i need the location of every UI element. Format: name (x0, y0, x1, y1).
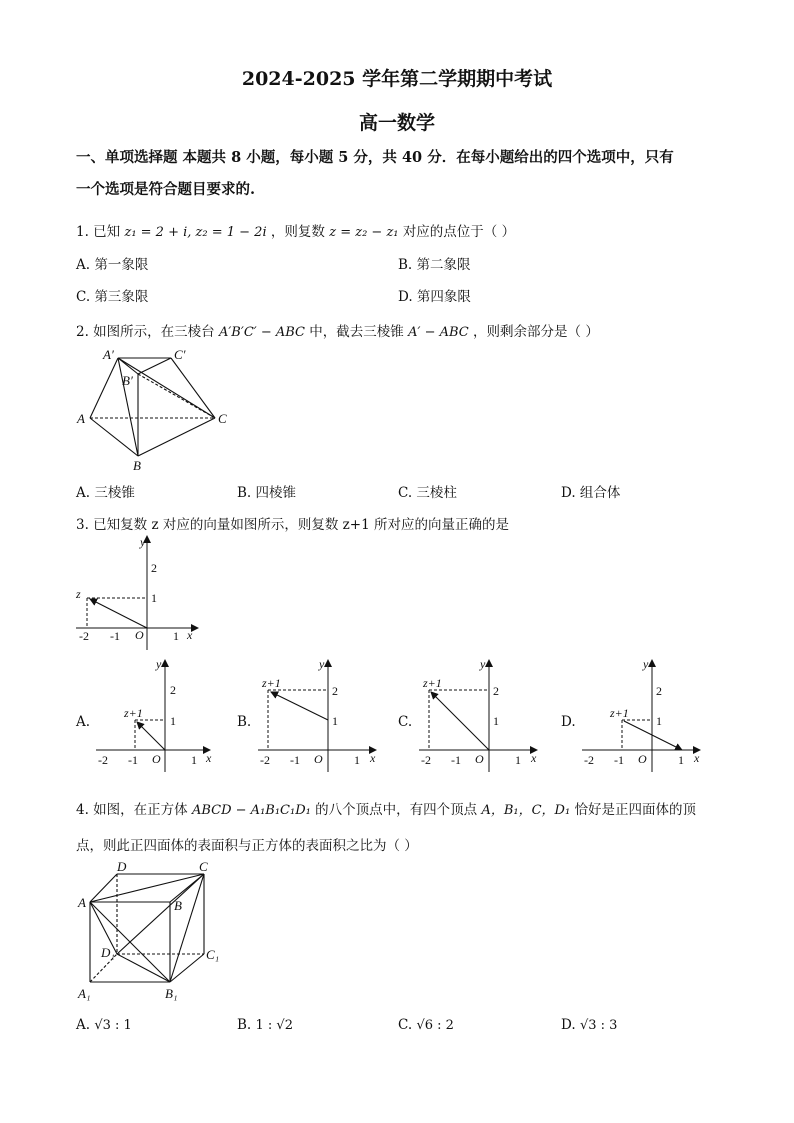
label-y: y (156, 657, 162, 671)
q2-option-d[interactable]: D. 组合体 (561, 485, 621, 501)
question-3-stem: 3. 已知复数 z 对应的向量如图所示，则复数 z+1 所对应的向量正确的是 (76, 517, 509, 533)
label-c: C (218, 411, 227, 426)
q4-option-d-letter: D. (561, 1017, 576, 1033)
q4-option-d[interactable] (561, 1017, 617, 1033)
q1-formula-z: z = z₂ − z₁ (329, 225, 399, 240)
vector-z-plus-1 (624, 721, 682, 750)
q2-formula-pyramid: A′ − ABC (408, 325, 469, 340)
tick-2: 2 (170, 683, 176, 697)
label-d1: D₁ (101, 945, 115, 960)
tick-neg2: -2 (98, 753, 108, 767)
vector-z (90, 599, 147, 628)
label-d: D (117, 859, 127, 874)
label-y: y (140, 535, 146, 549)
question-4-stem-line1 (76, 798, 696, 818)
label-x: x (531, 751, 537, 765)
label-z: z (76, 587, 81, 601)
question-2-stem (76, 320, 599, 340)
label-y: y (319, 657, 325, 671)
q4-text-a: 4. 如图，在正方体 (76, 802, 188, 818)
tick-1y: 1 (656, 714, 662, 728)
q4-option-b-value: 1 : √2 (255, 1018, 293, 1033)
q3-option-d-label[interactable]: D. (561, 714, 576, 730)
tick-neg2: -2 (421, 753, 431, 767)
label-origin: O (638, 752, 647, 766)
q4-option-d-value: √3 : 3 (579, 1018, 618, 1033)
tick-2: 2 (332, 684, 338, 698)
edge-b1c1 (170, 954, 204, 982)
q4-option-c-value: √6 : 2 (416, 1018, 454, 1033)
label-z-plus-1: z+1 (423, 676, 442, 690)
q1-option-d[interactable]: D. 第四象限 (398, 289, 471, 305)
tick-2: 2 (151, 561, 157, 575)
tick-1: 1 (515, 753, 521, 767)
q1-option-b[interactable]: B. 第二象限 (398, 257, 471, 273)
label-origin: O (475, 752, 484, 766)
label-c: C (199, 859, 208, 874)
tick-1y: 1 (170, 714, 176, 728)
section-heading-line2: 一个选项是符合题目要求的. (76, 181, 256, 198)
tick-neg1: -1 (451, 753, 461, 767)
label-x: x (187, 628, 193, 642)
edge-bc (138, 418, 215, 456)
q2-text-a: 2. 如图所示，在三棱台 (76, 324, 215, 340)
q4-option-a-letter: A. (76, 1017, 91, 1033)
label-x: x (206, 751, 212, 765)
label-origin: O (152, 752, 161, 766)
tick-1y: 1 (151, 591, 157, 605)
tick-1: 1 (678, 753, 684, 767)
label-x: x (694, 751, 700, 765)
label-b1: B′ (122, 373, 133, 388)
label-z-plus-1: z+1 (124, 706, 143, 720)
tick-1y: 1 (493, 714, 499, 728)
label-c1: C′ (174, 347, 186, 362)
q2-text-c: ，则剩余部分是（ ） (473, 324, 599, 340)
tick-neg2: -2 (584, 753, 594, 767)
q1-text-c: 对应的点位于（ ） (402, 224, 516, 240)
label-b: B (133, 458, 141, 473)
tick-2: 2 (656, 684, 662, 698)
q4-option-a[interactable] (76, 1017, 132, 1033)
vector-z-plus-1 (137, 722, 165, 750)
q4-text-b: 的八个顶点中，有四个顶点 (315, 802, 478, 818)
q2-option-a[interactable]: A. 三棱锥 (76, 485, 135, 501)
q2-formula-frustum: A′B′C′ − ABC (218, 325, 305, 340)
q1-text-a: 1. 已知 (76, 224, 121, 240)
edge-ab (90, 418, 138, 456)
edge-b1c1 (138, 358, 171, 374)
label-origin: O (314, 752, 323, 766)
tick-neg1: -1 (614, 753, 624, 767)
label-z-plus-1: z+1 (262, 676, 281, 690)
q4-option-c-letter: C. (398, 1017, 413, 1033)
q3-option-c-graph[interactable] (413, 656, 543, 774)
label-b: B (174, 898, 182, 913)
label-a1: A₁ (78, 986, 91, 1001)
tick-2: 2 (493, 684, 499, 698)
q1-formula-given: z₁ = 2 + i, z₂ = 1 − 2i (124, 225, 267, 240)
vector-z-plus-1 (271, 692, 328, 720)
label-a: A (78, 895, 86, 910)
q2-text-b: 中，截去三棱锥 (309, 324, 404, 340)
tick-neg1: -1 (128, 753, 138, 767)
q3-option-b-graph[interactable] (252, 656, 382, 774)
edge-a1a (90, 358, 118, 418)
edge-d1b1 (117, 954, 170, 982)
tick-1: 1 (354, 753, 360, 767)
q2-frustum-figure (70, 344, 240, 474)
tick-1y: 1 (332, 714, 338, 728)
q2-option-b[interactable]: B. 四棱锥 (237, 485, 297, 501)
exam-title: 2024-2025 学年第二学期期中考试 (241, 68, 553, 90)
tick-neg2: -2 (79, 629, 89, 643)
q3-option-a-label[interactable]: A. (76, 714, 91, 730)
q4-cube-figure (72, 856, 232, 1006)
tick-neg2: -2 (260, 753, 270, 767)
label-y: y (643, 657, 649, 671)
q3-option-b-label[interactable]: B. (237, 714, 252, 730)
edge-a1c (118, 358, 215, 418)
q4-text-c: 恰好是正四面体的顶 (574, 802, 696, 818)
q1-option-c[interactable]: C. 第三象限 (76, 289, 149, 305)
q3-option-d-graph[interactable] (576, 656, 706, 774)
section-heading-line1: 一、单项选择题 本题共 8 小题，每小题 5 分，共 40 分．在每小题给出的四个选项中，只有 (76, 149, 674, 166)
label-x: x (370, 751, 376, 765)
exam-subtitle: 高一数学 (358, 112, 435, 134)
tick-1: 1 (173, 629, 179, 643)
q4-option-c[interactable] (398, 1017, 454, 1033)
q4-option-a-value: √3 : 1 (94, 1018, 132, 1033)
question-4-stem-line2: 点，则此正四面体的表面积与正方体的表面积之比为（ ） (76, 838, 418, 854)
vector-z-plus-1 (431, 692, 489, 750)
edge-c1c (171, 358, 215, 418)
q3-option-a-graph[interactable] (90, 656, 220, 774)
q3-option-c-label[interactable]: C. (398, 714, 413, 730)
q3-main-graph (70, 532, 210, 652)
label-a: A (77, 411, 85, 426)
label-y: y (480, 657, 486, 671)
question-1-stem (76, 220, 515, 240)
q2-option-c[interactable]: C. 三棱柱 (398, 485, 457, 501)
q1-text-b: ，则复数 (270, 224, 325, 240)
q4-option-b-letter: B. (237, 1017, 252, 1033)
edge-b1c (138, 374, 215, 418)
label-b1: B₁ (165, 986, 178, 1001)
label-z-plus-1: z+1 (610, 706, 629, 720)
label-origin: O (135, 628, 144, 642)
q1-option-a[interactable]: A. 第一象限 (76, 257, 149, 273)
q4-formula-vertices: A，B₁，C，D₁ (481, 803, 571, 818)
q4-formula-cube: ABCD − A₁B₁C₁D₁ (191, 803, 311, 818)
q4-option-b[interactable] (237, 1017, 293, 1033)
tick-1: 1 (191, 753, 197, 767)
label-c1: C₁ (206, 947, 220, 962)
tick-neg1: -1 (290, 753, 300, 767)
tick-neg1: -1 (110, 629, 120, 643)
edge-ad (90, 874, 117, 902)
label-a1: A′ (103, 347, 114, 362)
